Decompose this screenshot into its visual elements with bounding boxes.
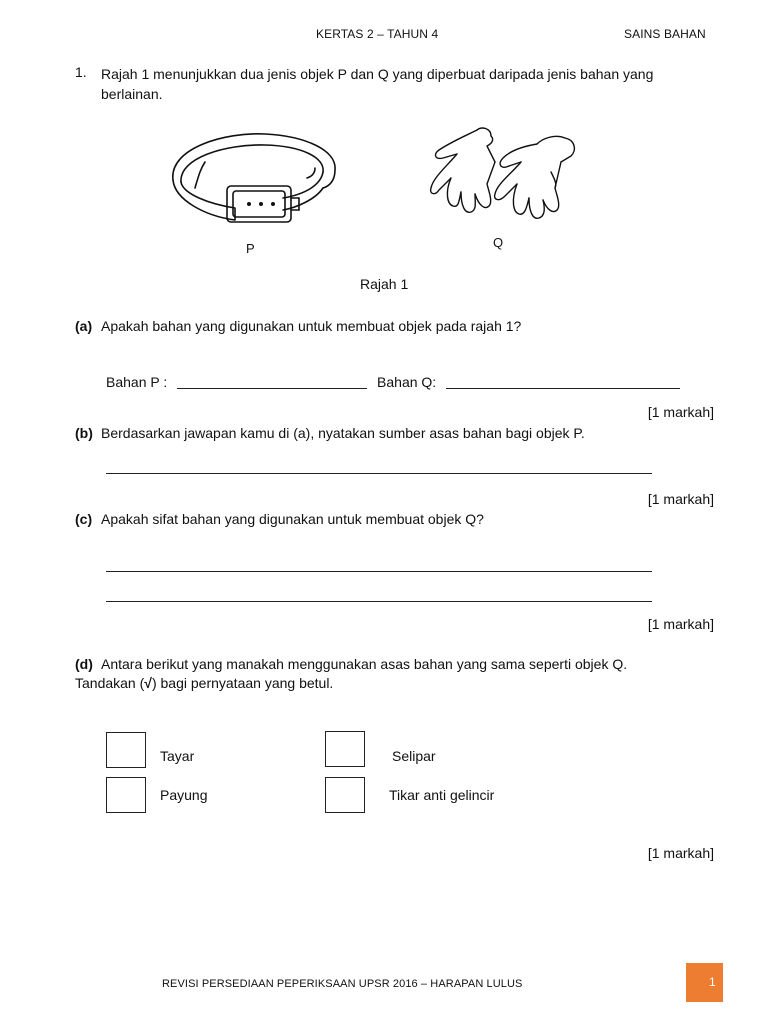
header-subject: SAINS BAHAN xyxy=(624,27,706,41)
checkmark-symbol: √ xyxy=(144,675,152,691)
figure-label-p: P xyxy=(246,241,255,256)
part-a-question: Apakah bahan yang digunakan untuk membuat objek pada rajah 1? xyxy=(101,318,522,334)
belt-icon xyxy=(165,128,340,228)
option-selipar-checkbox[interactable] xyxy=(325,731,365,767)
option-payung-label: Payung xyxy=(160,787,208,803)
bahan-p-answer-line[interactable] xyxy=(177,374,367,389)
part-b-answer-line[interactable] xyxy=(106,473,652,474)
page-number: 1 xyxy=(709,975,716,989)
part-c-marks: [1 markah] xyxy=(647,616,714,632)
part-b-letter: (b) xyxy=(75,425,93,441)
footer-text: REVISI PERSEDIAAN PEPERIKSAAN UPSR 2016 – HARAPAN LULUS xyxy=(162,978,523,990)
part-b-marks: [1 markah] xyxy=(647,491,714,507)
option-selipar-label: Selipar xyxy=(392,748,436,764)
part-b-question: Berdasarkan jawapan kamu di (a), nyatakan sumber asas bahan bagi objek P. xyxy=(101,425,585,441)
header-paper-title: KERTAS 2 – TAHUN 4 xyxy=(316,27,439,41)
part-d-marks: [1 markah] xyxy=(647,845,714,861)
bahan-q-answer-line[interactable] xyxy=(446,374,680,389)
bahan-p-label: Bahan P : xyxy=(106,374,168,390)
option-tayar-label: Tayar xyxy=(160,748,195,764)
option-tikar-checkbox[interactable] xyxy=(325,777,365,813)
part-c-question: Apakah sifat bahan yang digunakan untuk membuat objek Q? xyxy=(101,511,484,527)
gloves-icon xyxy=(425,122,585,232)
part-c-answer-line-2[interactable] xyxy=(106,601,652,602)
option-tikar-label: Tikar anti gelincir xyxy=(389,787,495,803)
question-stem: Rajah 1 menunjukkan dua jenis objek P dan Q yang diperbuat daripada jenis bahan yang berlainan. xyxy=(101,66,654,102)
part-a-letter: (a) xyxy=(75,318,93,334)
figure-label-q: Q xyxy=(493,235,504,250)
part-d-letter: (d) xyxy=(75,656,93,672)
option-tayar-checkbox[interactable] xyxy=(106,732,146,768)
part-d-question: Antara berikut yang manakah menggunakan asas bahan yang sama seperti objek Q. xyxy=(101,656,628,672)
figure-caption: Rajah 1 xyxy=(360,276,409,292)
part-a-answer-row xyxy=(106,374,680,390)
part-c-letter: (c) xyxy=(75,511,93,527)
part-a-marks: [1 markah] xyxy=(647,404,714,420)
part-c-answer-line-1[interactable] xyxy=(106,571,652,572)
part-d-instruction: Tandakan (√) bagi pernyataan yang betul. xyxy=(75,675,334,691)
question-number: 1. xyxy=(75,64,87,80)
option-payung-checkbox[interactable] xyxy=(106,777,146,813)
bahan-q-label: Bahan Q: xyxy=(377,374,437,390)
page-number-box xyxy=(686,963,723,1002)
